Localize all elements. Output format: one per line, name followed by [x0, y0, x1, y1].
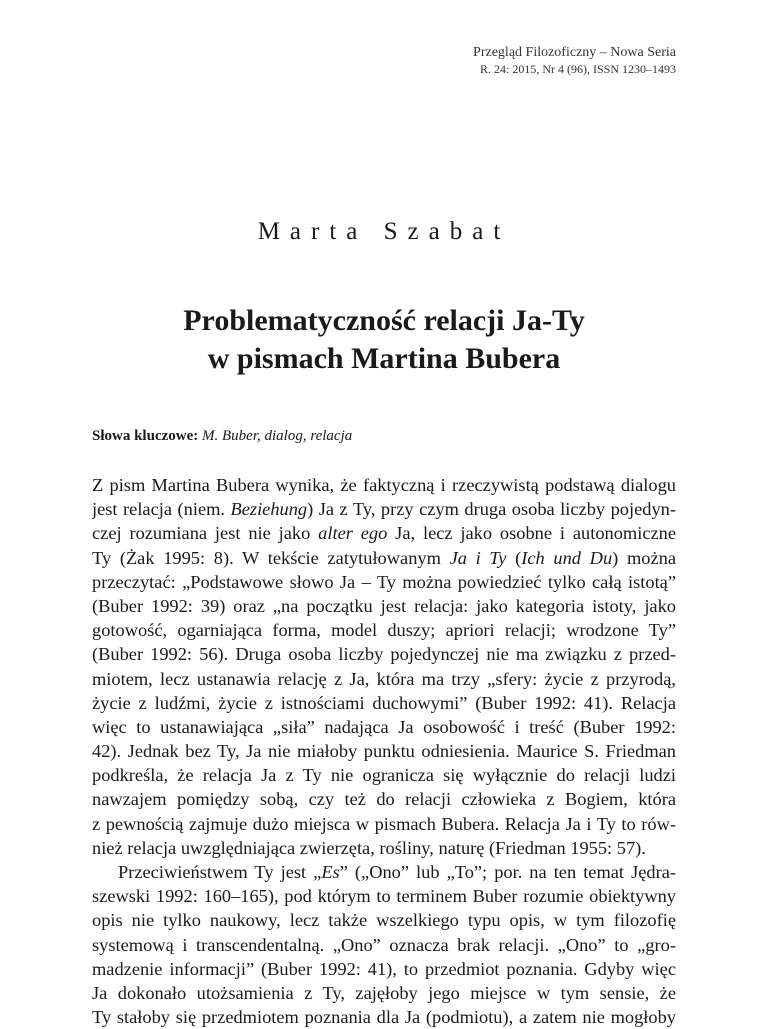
text-line — [92, 763, 676, 787]
keywords-values: M. Buber, dialog, relacja — [202, 428, 353, 444]
text-segment: podkreśla, że relacja Ja z Ty nie ogranicza się wyłącznie do relacji ludzi — [92, 765, 676, 786]
text-segment: ) można — [612, 547, 676, 568]
text-segment: Z pism Martina Bubera wynika, że faktyczną i rzeczywistą podstawą dialogu — [92, 475, 676, 495]
text-line — [92, 860, 676, 884]
journal-name: Przegląd Filozoficzny – Nowa Seria — [473, 45, 676, 60]
text-segment: więc to ustanawiająca „siła” nadająca Ja osobowość i treść (Buber 1992: — [92, 716, 676, 737]
body-text — [92, 473, 676, 1029]
text-segment: madzenie informacji” (Buber 1992: 41), to przedmiot poznania. Gdyby więc — [92, 958, 676, 979]
author-name: Marta Szabat — [257, 218, 511, 245]
italic-text: alter ego — [318, 523, 388, 544]
text-segment: jest relacja (niem. — [92, 499, 231, 520]
text-segment: (Buber 1992: 56). Druga osoba liczby pojedynczej nie ma związku z przed- — [92, 644, 676, 665]
text-line — [92, 594, 676, 618]
text-segment: miotem, lecz ustanawia relację z Ja, która ma trzy „sfery: życie z przyrodą, — [92, 668, 676, 689]
text-line — [92, 884, 676, 908]
text-segment: nież relacja uwzględniająca zwierzęta, rośliny, naturę (Friedman 1955: 57). — [92, 837, 646, 858]
text-line — [92, 836, 676, 860]
text-segment: Przeciwieństwem Ty jest „ — [118, 862, 322, 882]
text-segment: Ty stałoby się przedmiotem poznania dla Ja (podmiotu), a zatem nie mogłoby — [92, 1007, 676, 1028]
text-segment: (Buber 1992: 39) oraz „na początku jest relacja: jako kategoria istoty, jako — [92, 595, 676, 616]
text-line — [92, 908, 676, 932]
text-line — [92, 642, 676, 666]
italic-text: Es — [321, 862, 340, 882]
italic-text: Ich und Du — [521, 547, 613, 568]
text-segment: przeczytać: „Podstawowe słowo Ja – Ty można powiedzieć tylko całą istotą” — [92, 571, 676, 592]
journal-volume-info: R. 24: 2015, Nr 4 (96), ISSN 1230–1493 — [479, 62, 676, 76]
text-segment: Ja, lecz jako osobne i autonomiczne — [387, 523, 676, 544]
text-line — [92, 546, 676, 570]
text-segment: ( — [506, 547, 522, 568]
italic-text: Beziehung — [230, 499, 308, 520]
text-segment: ” („Ono” lub „To”; por. na ten temat Jędra- — [339, 862, 676, 882]
title-line: Problematyczność relacji Ja-Ty — [183, 304, 585, 337]
text-line — [92, 667, 676, 691]
text-segment: Ty (Żak 1995: 8). W tekście zatytułowanym — [92, 547, 450, 568]
text-line — [92, 812, 676, 836]
title-line: w pismach Martina Bubera — [207, 342, 561, 375]
text-line — [92, 957, 676, 981]
text-segment: opis nie tylko naukowy, lecz także wszelkiego typu opis, w tym filozofię — [92, 910, 676, 931]
text-segment: ) Ja z Ty, przy czym druga osoba liczby pojedyn- — [307, 499, 676, 520]
journal-header — [473, 44, 676, 77]
text-line — [92, 787, 676, 811]
keywords-label: Słowa kluczowe: — [92, 428, 202, 444]
text-line — [92, 933, 676, 957]
text-segment: czej rozumiana jest nie jako — [92, 523, 319, 544]
text-line — [92, 739, 676, 763]
text-line — [92, 1005, 676, 1029]
text-line — [92, 570, 676, 594]
text-segment: szewski 1992: 160–165), pod którym to terminem Buber rozumie obiektywny — [92, 886, 676, 907]
text-line — [92, 497, 676, 521]
article-title — [0, 302, 768, 378]
text-segment: życie z ludźmi, życie z istnościami duchowymi” (Buber 1992: 41). Relacja — [92, 692, 676, 713]
text-line — [92, 691, 676, 715]
text-segment: z pewnością zajmuje dużo miejsca w pismach Bubera. Relacja Ja i Ty to rów- — [92, 813, 676, 834]
text-segment: Ja dokonało utożsamienia z Ty, zajęłoby jego miejsce w tym sensie, że — [92, 982, 676, 1003]
text-segment: systemową i transcendentalną. „Ono” oznacza brak relacji. „Ono” to „gro- — [92, 934, 676, 955]
keywords — [92, 428, 352, 445]
text-line — [92, 981, 676, 1005]
text-line — [92, 473, 676, 497]
italic-text: Ja i Ty — [449, 547, 507, 568]
text-segment: gotowość, ogarniająca forma, model duszy; apriori relacji; wrodzone Ty” — [92, 620, 676, 641]
text-line — [92, 618, 676, 642]
text-line — [92, 715, 676, 739]
text-segment: 42). Jednak bez Ty, Ja nie miałoby punktu odniesienia. Maurice S. Friedman — [92, 741, 676, 762]
text-line — [92, 521, 676, 545]
text-segment: nawzajem pomiędzy sobą, czy też do relacji człowieka z Bogiem, która — [92, 789, 676, 810]
